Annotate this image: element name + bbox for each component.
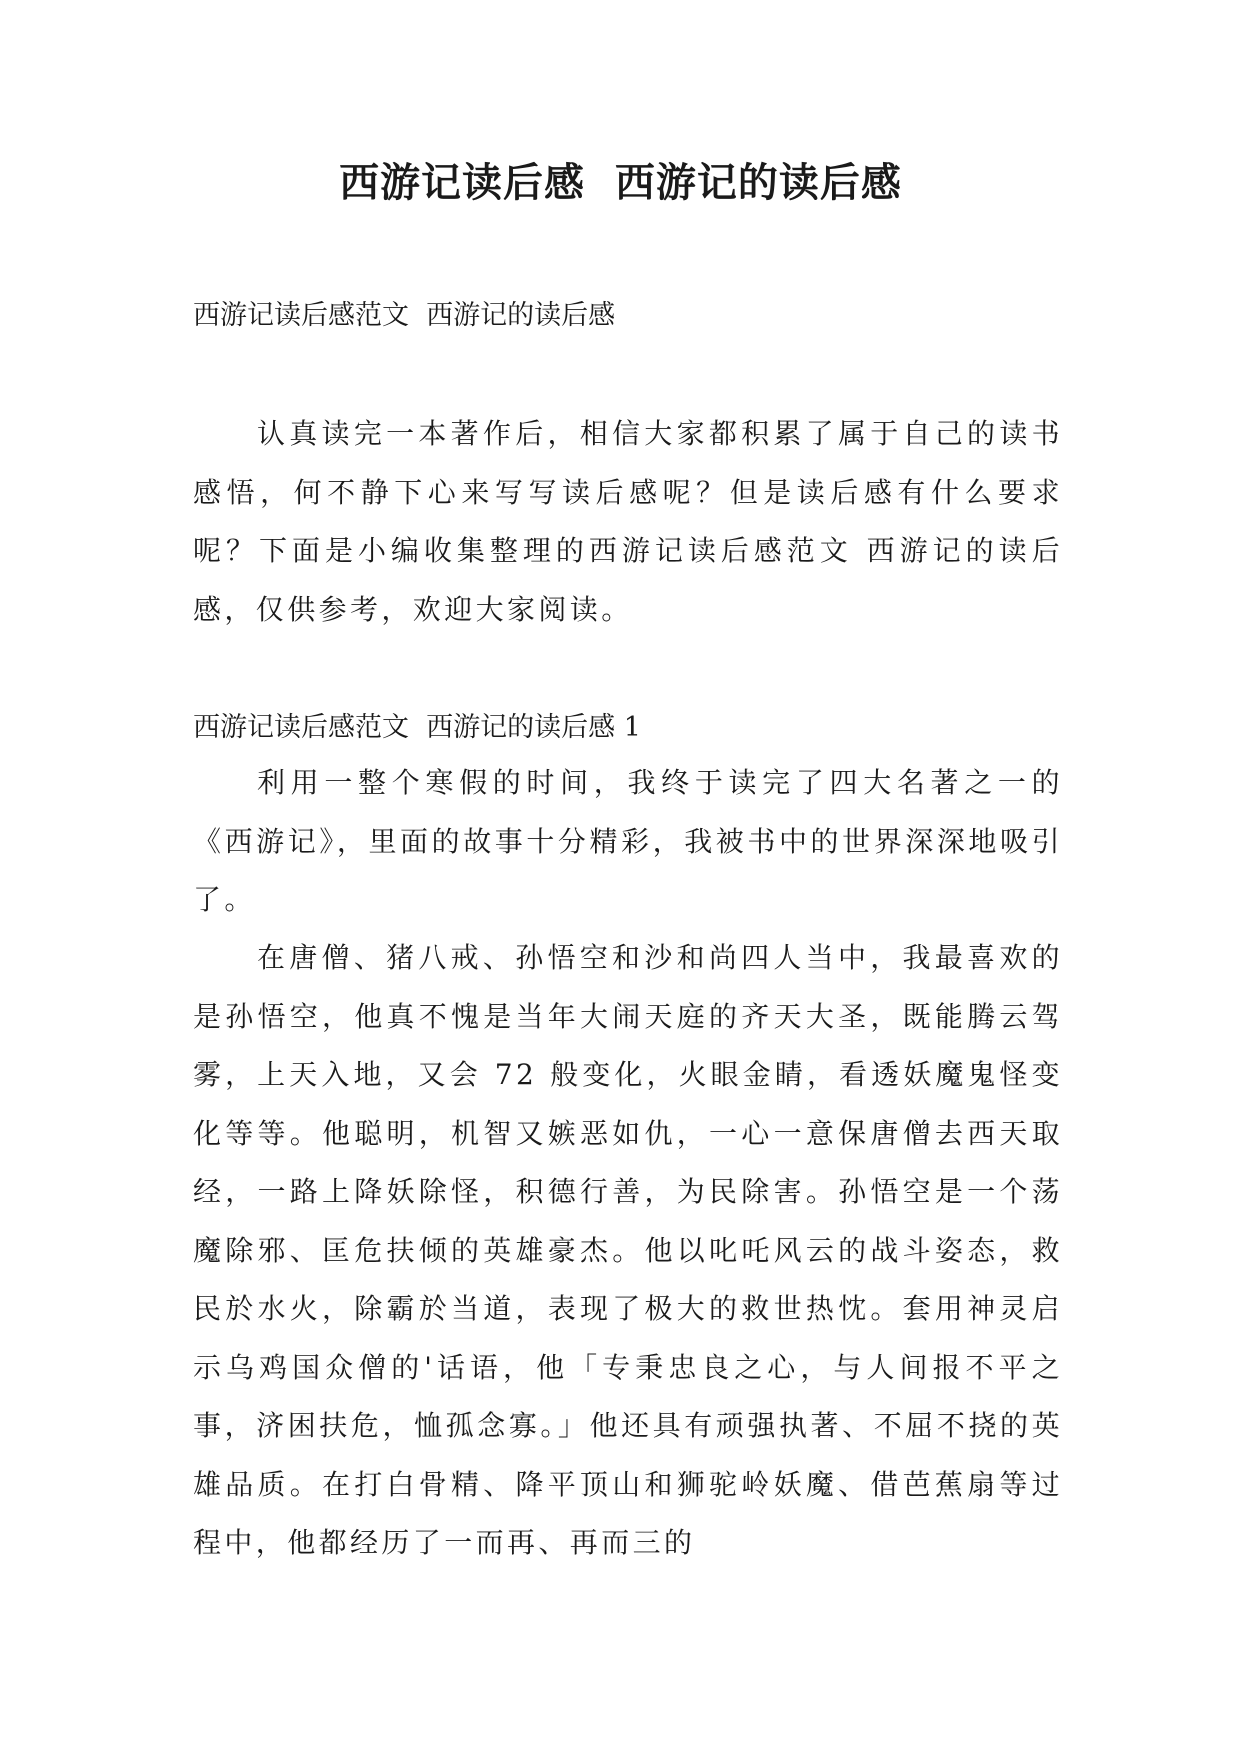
document-title: 西游记读后感 西游记的读后感: [339, 159, 902, 206]
section-heading: 西游记读后感范文 西游记的读后感 1: [193, 712, 641, 743]
intro-paragraph: 认真读完一本著作后，相信大家都积累了属于自己的读书感悟，何不静下心来写写读后感呢？但是读后感有什么要求呢？下面是小编收集整理的西游记读后感范文 西游记的读后感，仅供参考，欢迎大家阅读。: [193, 417, 1063, 626]
document-subtitle: 西游记读后感范文 西游记的读后感: [193, 300, 616, 331]
body-paragraph-1: 利用一整个寒假的时间，我终于读完了四大名著之一的《西游记》，里面的故事十分精彩，我被书中的世界深深地吸引了。: [193, 766, 1063, 916]
body-paragraph-2: 在唐僧、猪八戒、孙悟空和沙和尚四人当中，我最喜欢的是孙悟空，他真不愧是当年大闹天庭的齐天大圣，既能腾云驾雾，上天入地，又会 72 般变化，火眼金睛，看透妖魔鬼怪变化等等。他聪明，机智又嫉恶如仇，一心一意保唐僧去西天取经，一路上降妖除怪，积德行善，为民除害。孙悟空是一个荡魔除邪、匡危扶倾的英雄豪杰。他以叱吒风云的战斗姿态，救民於水火，除霸於当道，表现了极大的救世热忱。套用神灵启示乌鸡国众僧的'话语，他「专秉忠良之心，与人间报不平之事，济困扶危，恤孤念寡。」他还具有顽强执著、不屈不挠的英雄品质。在打白骨精、降平顶山和狮驼岭妖魔、借芭蕉扇等过程中，他都经历了一而再、再而三的: [193, 941, 1063, 1559]
